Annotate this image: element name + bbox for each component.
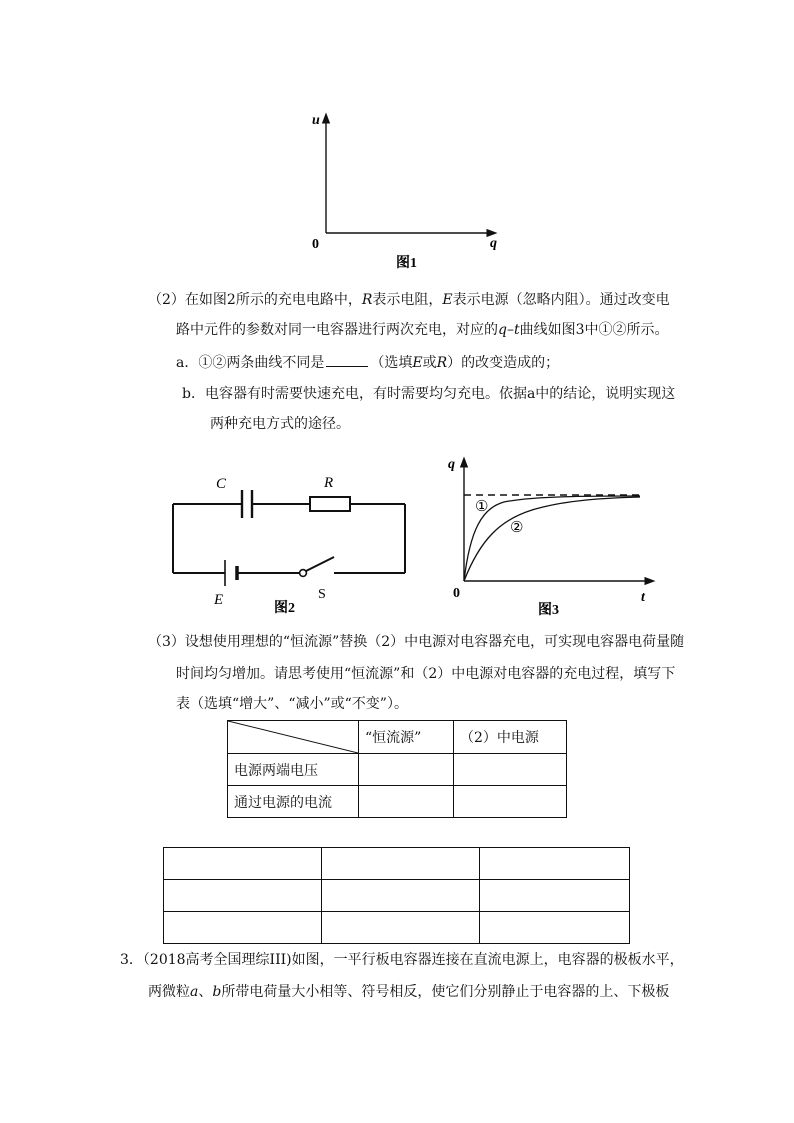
fig1-x-label: q [490,236,497,251]
answer-blank[interactable] [326,352,368,367]
figure-1 [300,110,520,270]
fig3-x-label: t [641,590,645,605]
table-header-cell: （2）中电源 [454,721,567,754]
table-row-label: 通过电源的电流 [228,786,359,818]
part3-line1: （3）设想使用理想的“恒流源”替换（2）中电源对电容器充电，可实现电容器电荷量随 [148,634,685,650]
figure-3 [440,450,660,620]
grid-cell [322,912,480,944]
q3-line1: 3．（2018高考全国理综III)如图，一平行板电容器连接在直流电源上，电容器的极板水平， [120,952,684,968]
switch-symbol [300,557,334,576]
table-header-cell: “恒流源” [359,721,454,754]
resistor-label: R [324,475,334,491]
table-answer-cell[interactable] [454,786,567,818]
grid-cell [164,912,322,944]
part3-line3: 表（选填“增大”、“减小”或“不变”）。 [176,696,408,712]
fig1-origin: 0 [312,237,319,252]
grid-cell [480,880,630,912]
grid-cell [164,880,322,912]
capacitor-label: C [216,476,227,492]
diagonal-line [228,721,358,753]
table-corner-cell [228,721,359,754]
fig1-y-label: u [312,113,320,128]
table-header-row [228,721,567,754]
grid-cell [480,848,630,880]
table-answer-cell[interactable] [359,754,454,786]
table-row [164,912,630,944]
part2-question-a: a．①②两条曲线不同是 （选填E或R）的改变造成的； [176,352,559,373]
figure-2 [160,470,420,620]
switch-label: S [318,587,326,602]
curve-1-label: ① [475,499,489,515]
part2-question-b-line2: 两种充电方式的途径。 [210,416,350,432]
resistor-symbol [310,497,350,511]
fig3-origin: 0 [453,586,460,601]
table-row [228,786,567,818]
grid-cell [322,880,480,912]
part2-line2: 路中元件的参数对同一电容器进行两次充电，对应的q–t曲线如图3中①②所示。 [176,322,669,338]
table-row [228,754,567,786]
grid-cell [322,848,480,880]
part3-line2: 时间均匀增加。请思考使用“恒流源”和（2）中电源对电容器的充电过程，填写下 [176,666,676,682]
fig3-y-label: q [448,457,455,472]
table-answer-cell[interactable] [454,754,567,786]
capacitor-symbol [242,490,252,518]
table-row [164,880,630,912]
curve-2-label: ② [510,520,524,536]
fig2-caption: 图2 [274,601,295,616]
curve-1 [464,496,640,581]
fig3-caption: 图3 [538,603,559,618]
battery-symbol [225,560,237,586]
table-row-label: 电源两端电压 [228,754,359,786]
empty-grid-table [163,847,630,944]
grid-cell [164,848,322,880]
table-answer-cell[interactable] [359,786,454,818]
table-row [164,848,630,880]
answer-table [227,720,567,818]
grid-cell [480,912,630,944]
part2-question-b-line1: b．电容器有时需要快速充电，有时需要均匀充电。依据a中的结论，说明实现这 [182,386,676,402]
source-label: E [214,592,224,608]
fig1-caption: 图1 [396,256,417,270]
q3-line2: 两微粒a、b所带电荷量大小相等、符号相反，使它们分别静止于电容器的上、下极板 [148,984,670,1000]
part2-line1: （2）在如图2所示的充电电路中，R表示电阻，E表示电源（忽略内阻）。通过改变电 [148,292,670,308]
